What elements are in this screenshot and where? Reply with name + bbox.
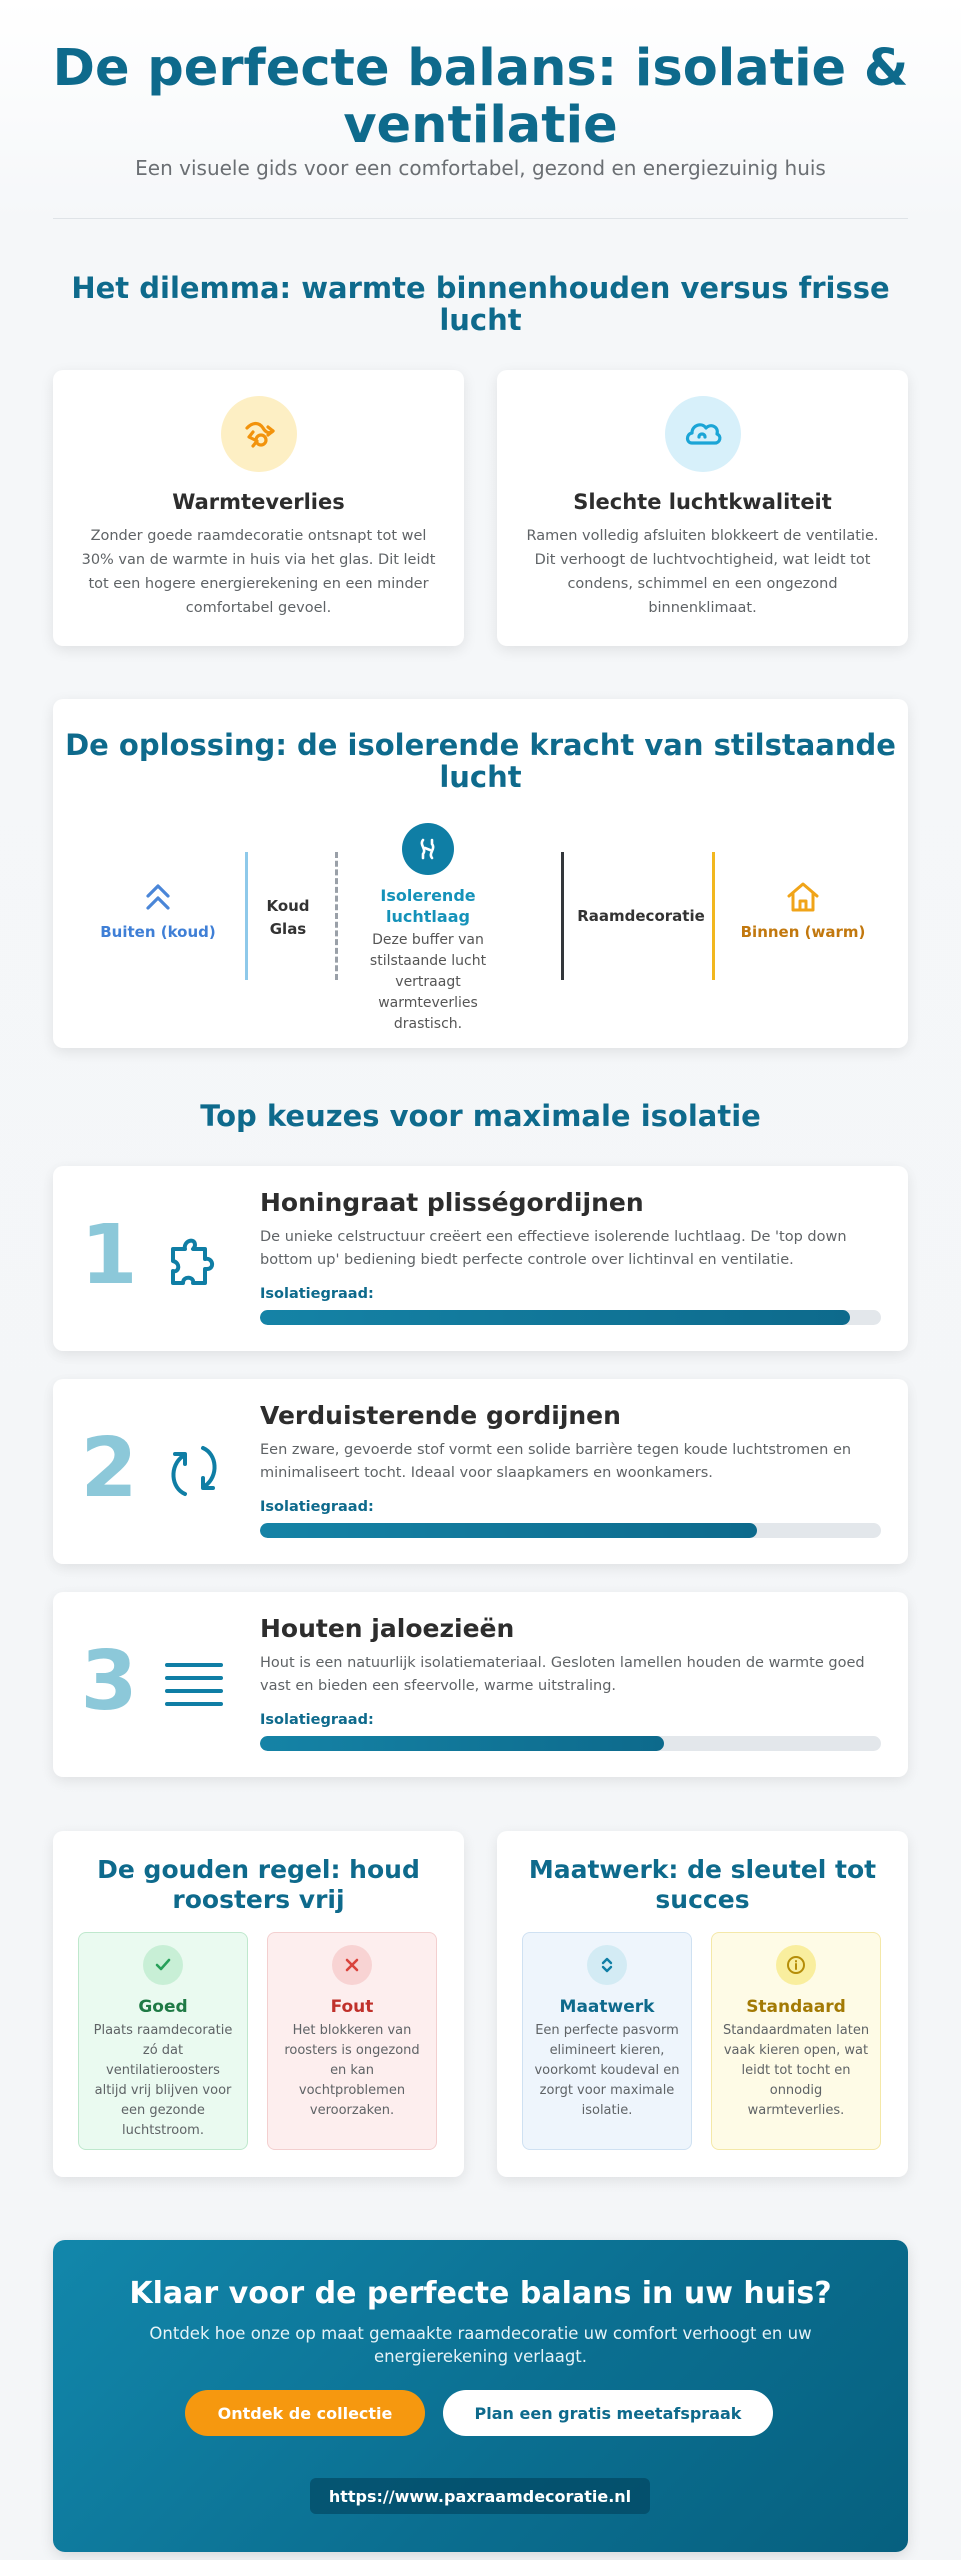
info-icon bbox=[776, 1945, 816, 1985]
outside-label: Buiten (koud) bbox=[100, 923, 216, 941]
air-layer-text: Deze buffer van stilstaande lucht vertraagt warmteverlies drastisch. bbox=[369, 932, 487, 1032]
decoration-line bbox=[561, 852, 564, 980]
heat-loss-card bbox=[53, 370, 464, 646]
air-layer-title: Isolerende luchtlaag bbox=[380, 886, 476, 926]
solution-card bbox=[53, 699, 908, 1048]
custom-box-title: Maatwerk bbox=[559, 1997, 655, 2017]
insulation-bar bbox=[260, 1310, 881, 1325]
choice-card-2 bbox=[53, 1379, 908, 1564]
cta-banner bbox=[53, 2240, 908, 2552]
cold-glass-label: Koud Glas bbox=[266, 897, 310, 938]
standard-text: Standaardmaten laten vaak kieren open, wat leidt tot tocht en onnodig warmteverlies. bbox=[722, 2023, 870, 2118]
insulation-bar-fill bbox=[260, 1736, 664, 1751]
bad-box bbox=[267, 1932, 437, 2150]
chevrons-up-icon bbox=[138, 877, 178, 917]
refresh-icon bbox=[159, 1436, 229, 1506]
outside-layer bbox=[93, 877, 223, 941]
custom-box bbox=[522, 1932, 692, 2150]
choice-title: Houten jaloezieën bbox=[260, 1614, 515, 1643]
appointment-button[interactable]: Plan een gratis meetafspraak bbox=[443, 2390, 773, 2436]
insulation-label: Isolatiegraad: bbox=[260, 1712, 374, 1728]
house-icon bbox=[783, 877, 823, 917]
air-layer bbox=[353, 823, 503, 1035]
good-title: Goed bbox=[138, 1997, 188, 2017]
collection-button[interactable]: Ontdek de collectie bbox=[185, 2390, 425, 2436]
standard-box bbox=[711, 1932, 881, 2150]
blinds-icon bbox=[159, 1649, 229, 1719]
good-text: Plaats raamdecoratie zó dat ventilatieroosters altijd vrij blijven voor een gezonde luchtstroom. bbox=[93, 2023, 233, 2138]
cloud-icon bbox=[665, 396, 741, 472]
golden-rule-card bbox=[53, 1831, 464, 2177]
cta-title: Klaar voor de perfecte balans in uw huis? bbox=[129, 2276, 832, 2311]
page-subtitle: Een visuele gids voor een comfortabel, gezond en energiezuinig huis bbox=[135, 156, 826, 180]
custom-title: Maatwerk: de sleutel tot succes bbox=[528, 1855, 877, 1914]
choice-title: Honingraat plisségordijnen bbox=[260, 1188, 644, 1217]
standard-title: Standaard bbox=[746, 1997, 846, 2017]
choice-text: Een zware, gevoerde stof vormt een solide barrière tegen koude luchtstromen en minimaliseert tocht. Ideaal voor slaapkamers en woonkamers. bbox=[260, 1442, 852, 1481]
inside-line bbox=[712, 852, 715, 980]
choice-card-1 bbox=[53, 1166, 908, 1351]
heat-loss-icon bbox=[221, 396, 297, 472]
outer-glass-line bbox=[245, 852, 248, 980]
page-title: De perfecte balans: isolatie & ventilatie bbox=[52, 39, 909, 156]
choice-number: 2 bbox=[80, 1421, 138, 1516]
solution-title: De oplossing: de isolerende kracht van stilstaande lucht bbox=[65, 728, 896, 795]
golden-rule-title: De gouden regel: houd roosters vrij bbox=[97, 1855, 420, 1914]
insulation-bar-fill bbox=[260, 1310, 850, 1325]
choices-title: Top keuzes voor maximale isolatie bbox=[200, 1099, 761, 1133]
choice-number: 3 bbox=[80, 1634, 138, 1729]
choice-card-3 bbox=[53, 1592, 908, 1777]
insulation-bar bbox=[260, 1523, 881, 1538]
heat-loss-text: Zonder goede raamdecoratie ontsnapt tot wel 30% van de warmte in huis via het glas. Dit leidt tot een hogere energierekening en een minder comfortabel gevoel. bbox=[81, 528, 436, 616]
bad-title: Fout bbox=[330, 1997, 374, 2017]
insulation-bar-fill bbox=[260, 1523, 757, 1538]
bad-text: Het blokkeren van roosters is ongezond en kan vochtproblemen veroorzaken. bbox=[284, 2023, 420, 2118]
insulation-label: Isolatiegraad: bbox=[260, 1286, 374, 1302]
divider bbox=[53, 218, 908, 219]
choice-text: De unieke celstructuur creëert een effectieve isolerende luchtlaag. De 'top down bottom up' bediening biedt perfecte controle over lichtinval en ventilatie. bbox=[260, 1229, 847, 1268]
dashed-line bbox=[335, 852, 338, 980]
close-icon bbox=[332, 1945, 372, 1985]
choice-title: Verduisterende gordijnen bbox=[260, 1401, 621, 1430]
expand-icon bbox=[587, 1945, 627, 1985]
check-icon bbox=[143, 1945, 183, 1985]
inside-layer bbox=[728, 877, 878, 941]
custom-box-text: Een perfecte pasvorm elimineert kieren, voorkomt koudeval en zorgt voor maximale isolatie. bbox=[534, 2023, 680, 2118]
heat-loss-title: Warmteverlies bbox=[172, 490, 345, 514]
choice-text: Hout is een natuurlijk isolatiemateriaal. Gesloten lamellen houden de warmte goed vast en bieden een sfeervolle, warme uitstraling. bbox=[260, 1655, 865, 1694]
good-box bbox=[78, 1932, 248, 2150]
inside-label: Binnen (warm) bbox=[740, 923, 866, 941]
dilemma-title: Het dilemma: warmte binnenhouden versus frisse lucht bbox=[71, 271, 890, 338]
decoration-label: Raamdecoratie bbox=[577, 907, 705, 925]
choice-number: 1 bbox=[80, 1208, 138, 1303]
air-quality-text: Ramen volledig afsluiten blokkeert de ventilatie. Dit verhoogt de luchtvochtigheid, wat leidt tot condens, schimmel en een ongezond binnenklimaat. bbox=[526, 528, 879, 616]
air-quality-card bbox=[497, 370, 908, 646]
insulation-bar bbox=[260, 1736, 881, 1751]
air-layer-icon bbox=[402, 823, 454, 875]
puzzle-icon bbox=[159, 1223, 229, 1293]
insulation-label: Isolatiegraad: bbox=[260, 1499, 374, 1515]
air-quality-title: Slechte luchtkwaliteit bbox=[573, 490, 832, 514]
cta-text: Ontdek hoe onze op maat gemaakte raamdecoratie uw comfort verhoogt en uw energierekening verlaagt. bbox=[149, 2324, 812, 2366]
custom-card bbox=[497, 1831, 908, 2177]
website-link[interactable]: https://www.paxraamdecoratie.nl bbox=[310, 2478, 650, 2514]
